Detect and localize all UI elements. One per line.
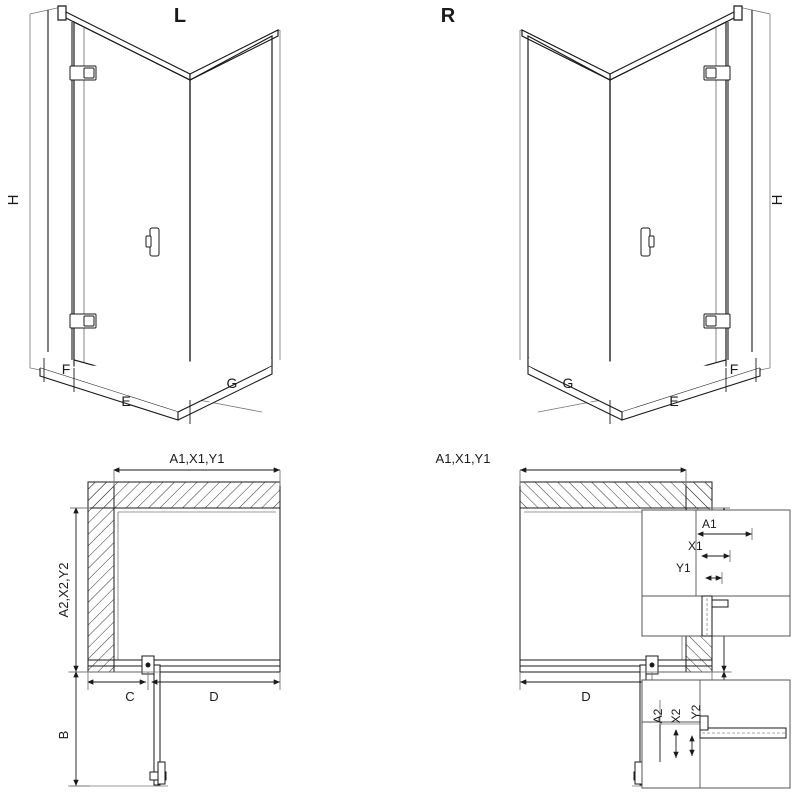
detail-top-x-label: X1 [688, 539, 703, 553]
plan-right-d-label: D [581, 689, 591, 704]
plan-left-side-dim-label: A2,X2,Y2 [56, 562, 71, 618]
iso-right-height-label: H [769, 194, 786, 206]
iso-left-height-label: H [5, 194, 22, 206]
detail-bottom-a-label: A2 [651, 708, 665, 724]
wall-hatch-left [88, 482, 280, 672]
iso-left-f-label: F [61, 361, 71, 377]
iso-right-e-label: E [669, 393, 679, 409]
variant-label-right: R [440, 5, 456, 27]
iso-left-e-label: E [121, 393, 131, 409]
iso-view-right-labels [441, 5, 786, 409]
detail-bottom-x-label: X2 [669, 708, 683, 724]
iso-right-g-label: G [562, 375, 574, 391]
plan-left-b-label: B [56, 730, 71, 740]
plan-right-top-dim-label: A1,X1,Y1 [435, 451, 491, 466]
iso-view-left [5, 5, 280, 424]
plan-left-top-dim-label: A1,X1,Y1 [169, 451, 225, 466]
detail-bottom [642, 680, 790, 788]
detail-bottom-y-label: Y2 [689, 704, 703, 720]
iso-left-g-label: G [226, 375, 238, 391]
detail-top [642, 510, 790, 636]
plan-left-c-label: C [125, 689, 135, 704]
plan-left-d-label: D [209, 689, 219, 704]
detail-top-a-label: A1 [702, 517, 717, 531]
iso-right-f-label: F [729, 361, 739, 377]
detail-top-y-label: Y1 [676, 561, 691, 575]
plan-view-left [56, 451, 280, 786]
variant-label-left: L [173, 5, 187, 27]
